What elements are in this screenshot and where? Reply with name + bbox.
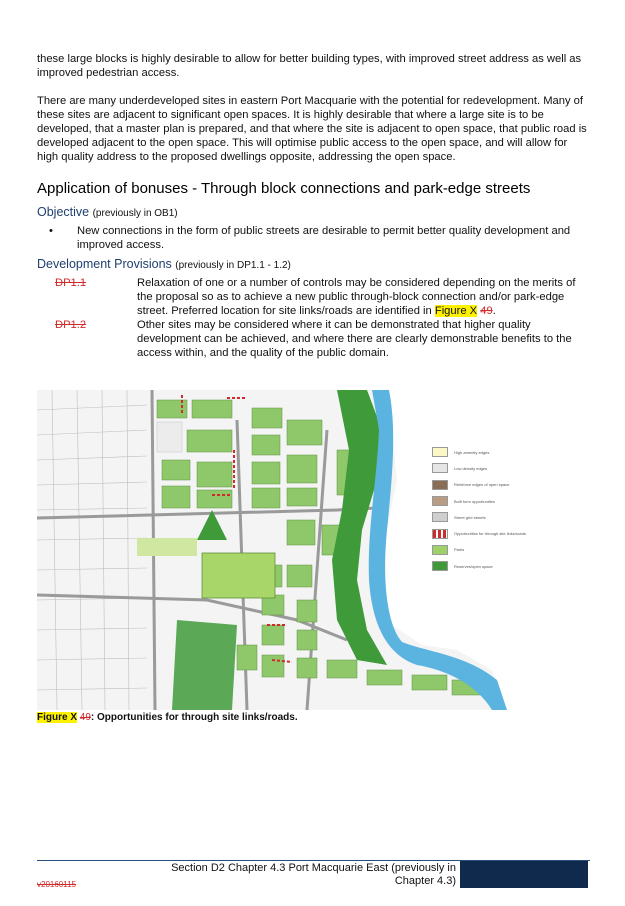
legend-swatch-icon bbox=[432, 512, 448, 522]
map-legend bbox=[432, 444, 542, 574]
provisions-note: (previously in DP1.1 - 1.2) bbox=[175, 260, 291, 271]
legend-item: Reserves/open space bbox=[432, 558, 542, 574]
legend-swatch-icon bbox=[432, 529, 448, 539]
provision-text: Relaxation of one or a number of controls may be considered depending on the merits of the proposal so as to achieve a new public through-block connection and/or park-edge street. Preferred location for site links/roads are identified in Figure X 49. bbox=[137, 277, 576, 317]
legend-swatch-icon bbox=[432, 496, 448, 506]
figure-reference[interactable]: Figure X bbox=[434, 305, 478, 317]
provision-code: DP1.2 bbox=[55, 319, 87, 331]
legend-item: Reinforce edges of open space bbox=[432, 477, 542, 493]
provision-dp1-1 bbox=[37, 276, 589, 318]
caption-text: : Opportunities for through site links/roads. bbox=[90, 712, 298, 723]
deleted-figure-number: 49 bbox=[480, 305, 493, 317]
provisions-label: Development Provisions bbox=[37, 257, 172, 271]
deleted-figure-number: 49 bbox=[79, 712, 91, 723]
legend-swatch-icon bbox=[432, 480, 448, 490]
objective-label: Objective bbox=[37, 205, 90, 219]
provision-text: Other sites may be considered where it can be demonstrated that higher quality development can be achieved, and where there are clearly demonstrable benefits to the access within, and the quality of the public domain. bbox=[137, 319, 572, 359]
provision-dp1-2 bbox=[37, 318, 589, 360]
objective-text: New connections in the form of public streets are desirable to permit better quality development and improved access. bbox=[77, 225, 571, 251]
legend-swatch-icon bbox=[432, 463, 448, 473]
bullet-icon: • bbox=[49, 225, 53, 237]
document-body bbox=[37, 52, 589, 360]
legend-swatch-icon bbox=[432, 561, 448, 571]
legend-item: Opportunities for through site links/roads bbox=[432, 525, 542, 541]
footer-color-block bbox=[460, 861, 588, 888]
legend-item: High amenity edges bbox=[432, 444, 542, 460]
provisions-heading bbox=[37, 256, 589, 274]
legend-item: Parks bbox=[432, 542, 542, 558]
section-heading: Application of bonuses - Through block connections and park-edge streets bbox=[37, 180, 531, 197]
objective-note: (previously in OB1) bbox=[92, 208, 178, 219]
figure-label: Figure X bbox=[37, 712, 78, 723]
legend-item: Low density edges bbox=[432, 460, 542, 476]
legend-item: Built form opportunities bbox=[432, 493, 542, 509]
legend-item: Street grid streets bbox=[432, 509, 542, 525]
paragraph-intro: these large blocks is highly desirable to allow for better building types, with improved street address as well as improved pedestrian access. bbox=[37, 53, 582, 79]
objective-heading bbox=[37, 204, 589, 222]
objective-bullet bbox=[49, 224, 589, 252]
footer-text: Section D2 Chapter 4.3 Port Macquarie East (previously in Chapter 4.3) bbox=[171, 862, 456, 887]
provision-code: DP1.1 bbox=[55, 277, 87, 289]
legend-swatch-icon bbox=[432, 545, 448, 555]
paragraph-underdeveloped-sites: There are many underdeveloped sites in eastern Port Macquarie with the potential for redevelopment. Many of these sites are adjacent to significant open spaces. It is highly desirable that where a large site is to be developed, that a master plan is prepared, and that where the site is adjacent to open space, that public road is developed adjacent to the open space. This will optimise public access to the open space, and will allow for high quality address to the proposed dwellings opposite, addressing the open space. bbox=[37, 95, 587, 163]
figure-caption bbox=[37, 711, 298, 725]
legend-swatch-icon bbox=[432, 447, 448, 457]
version-stamp: v20160115 bbox=[37, 880, 76, 889]
